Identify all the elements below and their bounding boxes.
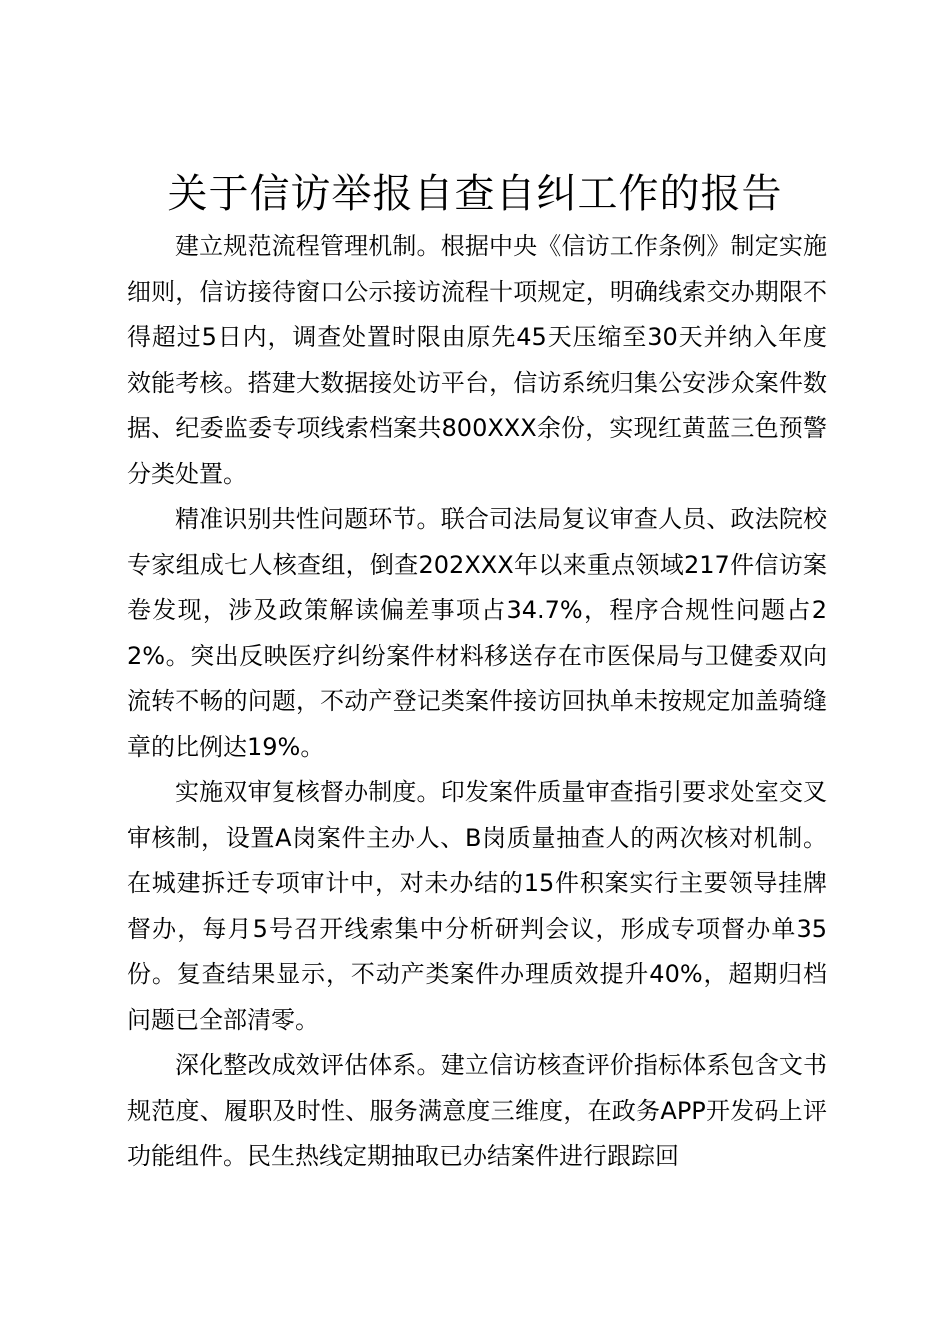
paragraph-common-issues: 精准识别共性问题环节。联合司法局复议审查人员、政法院校专家组成七人核查组，倒查202XXX年以来重点领域217件信访案卷发现，涉及政策解读偏差事项占34.7%，程序合规性问题占22%。突出反映医疗纠纷案件材料移送存在市医保局与卫健委双向流转不畅的问题，不动产登记类案件接访回执单未按规定加盖骑缝章的比例达19%。 [127,505,827,761]
document-body [127,224,827,1180]
paragraph-evaluation-system: 深化整改成效评估体系。建立信访核查评价指标体系包含文书规范度、履职及时性、服务满意度三维度，在政务APP开发码上评功能组件。民生热线定期抽取已办结案件进行跟踪回 [127,1051,827,1170]
document-title: 关于信访举报自查自纠工作的报告 [167,171,783,217]
paragraph-process-mechanism: 建立规范流程管理机制。根据中央《信访工作条例》制定实施细则，信访接待窗口公示接访流程十项规定，明确线索交办期限不得超过5日内，调查处置时限由原先45天压缩至30天并纳入年度效能考核。搭建大数据接处访平台，信访系统归集公安涉众案件数据、纪委监委专项线索档案共800XXX余份，实现红黄蓝三色预警分类处置。 [127,232,827,488]
paragraph-dual-review: 实施双审复核督办制度。印发案件质量审查指引要求处室交叉审核制，设置A岗案件主办人、B岗质量抽查人的两次核对机制。在城建拆迁专项审计中，对未办结的15件积案实行主要领导挂牌督办，每月5号召开线索集中分析研判会议，形成专项督办单35份。复查结果显示，不动产类案件办理质效提升40%，超期归档问题已全部清零。 [127,778,827,1034]
